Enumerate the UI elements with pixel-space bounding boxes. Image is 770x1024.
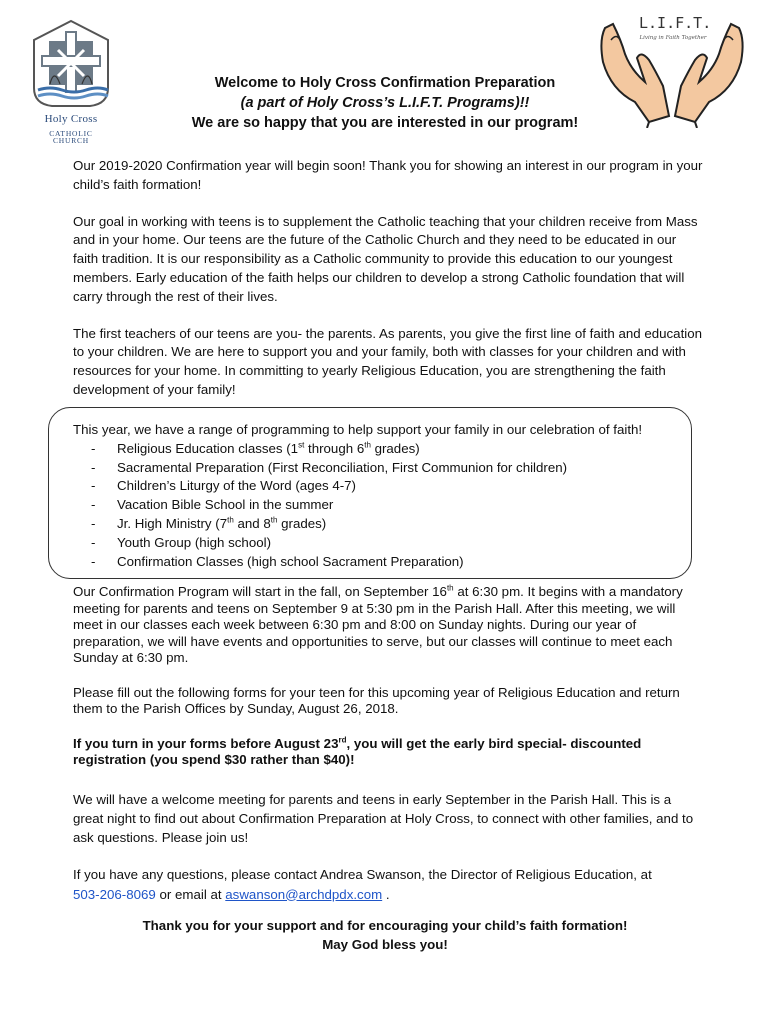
header-title: Welcome to Holy Cross Confirmation Preparation	[214, 75, 556, 91]
list-item: - Confirmation Classes (high school Sacrament Preparation)	[91, 553, 464, 569]
list-item: - Jr. High Ministry (7th and 8th grades)	[91, 515, 327, 531]
church-emblem-icon	[30, 18, 112, 110]
list-item: - Sacramental Preparation (First Reconciliation, First Communion for children)	[91, 459, 568, 475]
welcome-meeting-paragraph: We will have a welcome meeting for parents and teens in early September in the Parish Hall. This is a great night to find out about Confirmation Preparation at Holy Cross, to connect with other families, and to ask questions. Please join us!	[73, 791, 694, 845]
list-item: - Vacation Bible School in the summer	[91, 497, 334, 513]
intro-section	[73, 157, 703, 418]
church-subtitle: CATHOLIC CHURCH	[49, 128, 93, 146]
holy-cross-logo	[30, 18, 112, 145]
list-item: - Children’s Liturgy of the Word (ages 4-7)	[91, 478, 356, 494]
early-bird-paragraph: If you turn in your forms before August 23rd, you will get the early bird special- discounted registration (you spend $30 rather than $40)!	[73, 735, 642, 767]
programs-list	[73, 440, 683, 572]
closing-thanks: Thank you for your support and for encouraging your child’s faith formation!	[142, 918, 628, 933]
header-subtitle: (a part of Holy Cross’s L.I.F.T. Programs)!!	[240, 95, 530, 111]
details-section	[73, 584, 703, 905]
church-name: Holy Cross	[44, 113, 98, 125]
lift-title: L.I.F.T.	[639, 14, 712, 32]
confirmation-paragraph: Our Confirmation Program will start in the fall, on September 16th at 6:30 pm. It begins with a mandatory meeting for parents and teens on September 9 at 5:30 pm in the Parish Hall. After this meeting, we will meet in our classes each week between 6:30 pm and 8:00 on Sunday nights. During our year of preparation, we will have events and opportunities to serve, but our classes will continue to meet each Sunday at 6:30 pm.	[73, 583, 683, 665]
parents-paragraph: The first teachers of our teens are you- the parents. As parents, you give the first line of faith and education to your children. We are here to support you and your family, both with classes for your children and with resources for your home. In committing to yearly Religious Education, you are strengthening the faith development of your family!	[73, 325, 703, 397]
lift-tagline: Living in Faith Together	[639, 35, 707, 41]
phone-link[interactable]: 503-206-8069	[73, 886, 156, 902]
list-item: - Religious Education classes (1st through 6th grades)	[91, 440, 420, 456]
goal-paragraph: Our goal in working with teens is to supplement the Catholic teaching that your children receive from Mass and in your home. Our teens are the future of the Catholic Church and they need to be educated in our faith tradition. It is our responsibility as a Catholic community to provide this education to our youngest members. Early education of the faith helps our children to develop a strong Catholic foundation that will carry through the rest of their lives.	[73, 213, 698, 304]
programs-intro: This year, we have a range of programming to help support your family in our celebration of faith!	[73, 422, 643, 437]
header-tagline: We are so happy that you are interested in our program!	[191, 115, 579, 131]
email-link[interactable]: aswanson@archdpdx.com	[225, 886, 383, 902]
forms-paragraph: Please fill out the following forms for your teen for this upcoming year of Religious Education and return them to the Parish Offices by Sunday, August 26, 2018.	[73, 684, 680, 716]
closing-blessing: May God bless you!	[322, 937, 448, 952]
page-header	[150, 73, 620, 133]
contact-paragraph: If you have any questions, please contact Andrea Swanson, the Director of Religious Education, at 503-206-8069 or email at aswanson@archdpdx.com .	[73, 866, 652, 902]
programs-section	[73, 421, 683, 571]
closing-section	[73, 916, 697, 954]
intro-paragraph: Our 2019-2020 Confirmation year will begin soon! Thank you for showing an interest in our program in your child’s faith formation!	[73, 158, 703, 192]
list-item: - Youth Group (high school)	[91, 534, 271, 550]
